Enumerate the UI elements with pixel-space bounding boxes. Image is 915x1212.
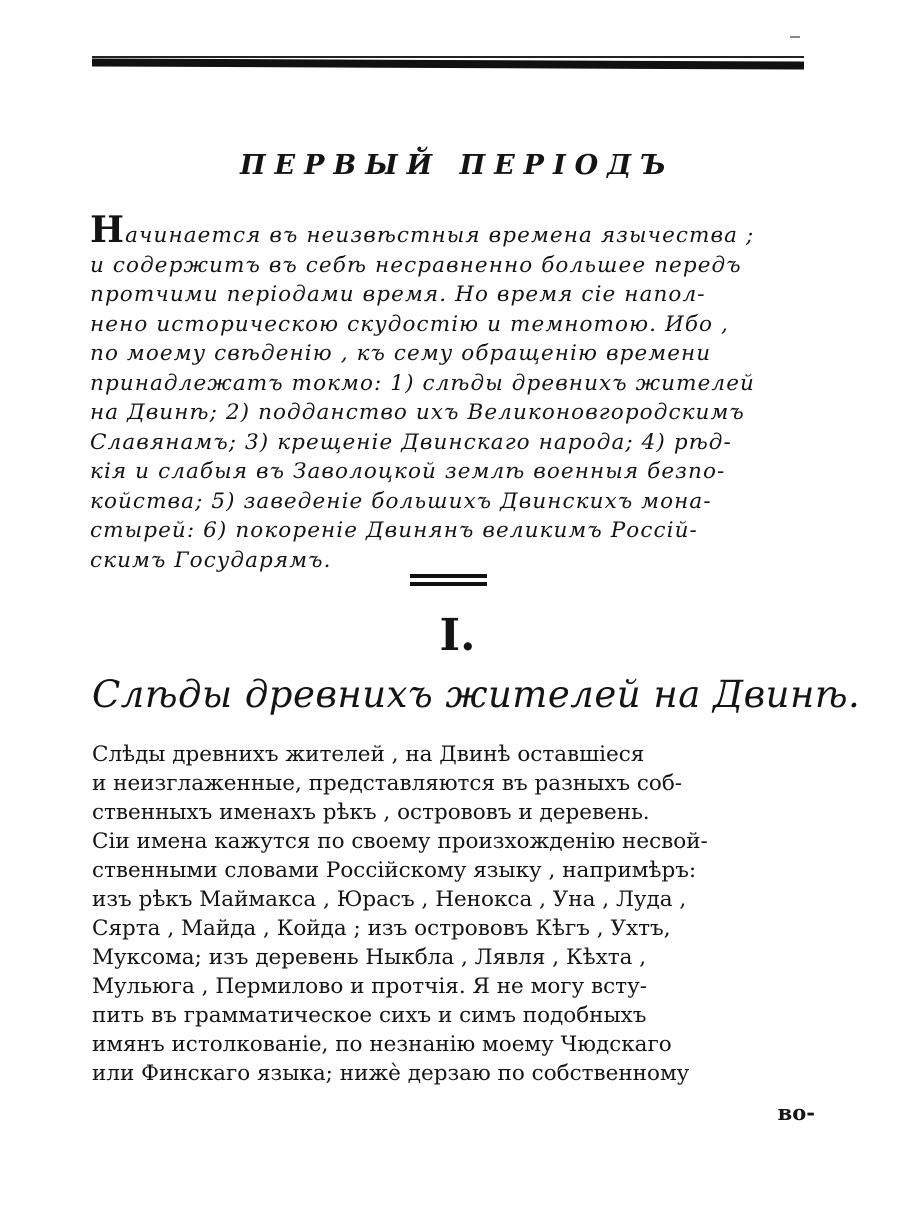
intro-line: кія и слабыя въ Заволоцкой землѣ военныя безпо-: [90, 459, 726, 484]
body-line: Слѣды древнихъ жителей , на Двинѣ оставшіеся: [92, 742, 645, 767]
body-line: Мульюга , Пермилово и протчія. Я не могу всту-: [92, 974, 647, 999]
body-line: или Финскаго языка; нижѐ дерзаю по собственному: [92, 1061, 690, 1086]
body-paragraph: [92, 740, 817, 1088]
intro-line: Славянамъ; 3) крещеніе Двинскаго народа; 4) рѣд-: [90, 429, 732, 455]
body-line: изъ рѣкъ Маймакса , Юрасъ , Ненокса , Уна , Луда ,: [92, 887, 687, 912]
body-line: Сярта , Майда , Койда ; изъ острововъ Кѣгъ , Ухтъ,: [92, 916, 671, 941]
period-title: ПЕРВЫЙ ПЕРІОДЪ: [240, 150, 675, 181]
section-separator-bottom: [410, 582, 487, 586]
body-line: ственными словами Россійскому языку , напримѣръ:: [92, 858, 697, 883]
body-line: и неизглаженные, представляются въ разныхъ соб-: [92, 771, 683, 796]
intro-line: койства; 5) заведеніе большихъ Двинскихъ мона-: [90, 488, 712, 514]
body-line: пить въ грамматическое сихъ и симъ подобныхъ: [92, 1003, 647, 1028]
intro-line: скимъ Государямъ.: [90, 547, 332, 573]
top-rule: [92, 58, 804, 69]
drop-cap: Н: [90, 212, 126, 251]
margin-mark: [790, 36, 800, 38]
catchword: во-: [777, 1100, 815, 1125]
section-title: Слѣды древнихъ жителей на Двинѣ.: [92, 673, 861, 716]
intro-line: и содержитъ въ себѣ несравненно большее передъ: [90, 252, 742, 278]
intro-line: Начинается въ неизвѣстныя времена язычества ;: [90, 212, 815, 251]
intro-paragraph: [90, 212, 815, 575]
body-line: Сіи имена кажутся по своему произхожденію несвой-: [92, 829, 708, 854]
intro-line: на Двинѣ; 2) подданство ихъ Великоновгородскимъ: [90, 400, 745, 425]
body-line: имянъ истолкованіе, по незнанію моему Чюдскаго: [92, 1032, 672, 1057]
section-separator-top: [410, 574, 487, 578]
top-rule-thin: [92, 56, 804, 58]
body-line: ственныхъ именахъ рѣкъ , острововъ и деревень.: [92, 800, 650, 825]
intro-line: протчими періодами время. Но время сіе напол-: [90, 282, 706, 307]
intro-line: по моему свѣденію , къ сему обращенію времени: [90, 341, 712, 366]
intro-line: нено историческою скудостію и темнотою. Ибо ,: [90, 311, 729, 337]
body-line: Муксома; изъ деревень Ныкбла , Лявля , Кѣхта ,: [92, 945, 647, 970]
section-number: I.: [439, 610, 476, 661]
intro-line: стырей: 6) покореніе Двинянъ великимъ Россій-: [90, 518, 698, 543]
intro-line: принадлежатъ токмо: 1) слѣды древнихъ жителей: [90, 370, 755, 396]
